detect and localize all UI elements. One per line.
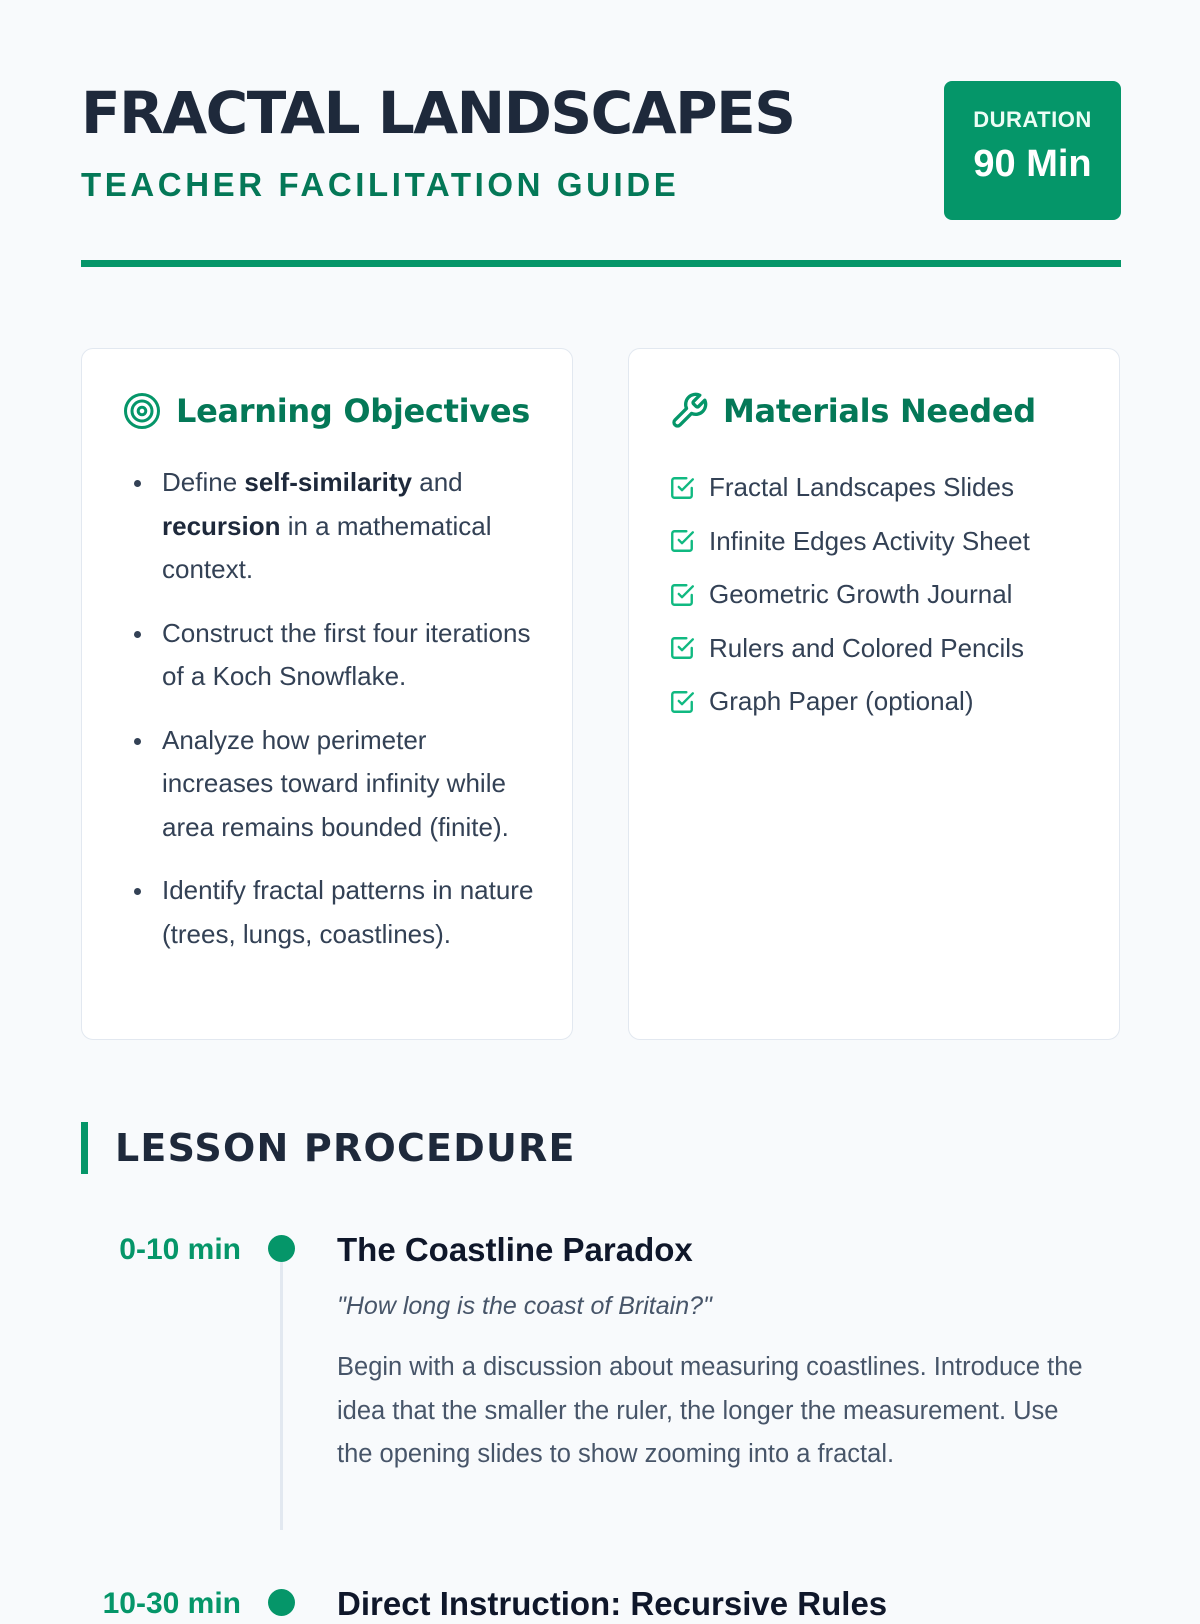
timeline-line: [280, 1247, 283, 1530]
objectives-list: [122, 461, 542, 976]
step-time: 0-10 min: [119, 1233, 241, 1266]
checkbox-icon: [669, 475, 695, 501]
material-label: Fractal Landscapes Slides: [709, 472, 1014, 503]
material-label: Geometric Growth Journal: [709, 579, 1013, 610]
step-quote: "How long is the coast of Britain?": [337, 1292, 712, 1320]
materials-list: [669, 461, 1089, 729]
list-item: [669, 461, 1089, 515]
wrench-icon: [669, 391, 709, 431]
material-label: Infinite Edges Activity Sheet: [709, 525, 1030, 556]
learning-objectives-title: Learning Objectives: [176, 392, 530, 430]
term-recursion: recursion: [162, 510, 281, 541]
checkbox-icon: [669, 582, 695, 608]
section-accent-bar: [81, 1122, 88, 1174]
term-self-similarity: self-similarity: [244, 467, 413, 497]
lesson-procedure-title: LESSON PROCEDURE: [115, 1126, 576, 1170]
page-title: FRACTAL LANDSCAPES: [81, 79, 795, 147]
learning-objectives-card: [81, 348, 573, 1040]
lesson-guide-page: [81, 0, 1121, 1622]
list-item: [669, 515, 1089, 569]
timeline-dot: [268, 1235, 295, 1262]
step-title: The Coastline Paradox: [337, 1231, 693, 1268]
header-divider: [81, 260, 1121, 267]
timeline-dot: [268, 1589, 295, 1616]
duration-label: DURATION: [973, 107, 1092, 132]
materials-heading: [669, 391, 1036, 431]
checkbox-icon: [669, 689, 695, 715]
page-subtitle: TEACHER FACILITATION GUIDE: [81, 166, 680, 203]
list-item: Construct the first four iterations of a Koch Snowflake.: [122, 612, 542, 699]
list-item: Define self-similarity and recursion in a mathematical context.: [122, 461, 542, 592]
list-item: [669, 568, 1089, 622]
material-label: Graph Paper (optional): [709, 686, 974, 717]
list-item: [669, 675, 1089, 729]
materials-title: Materials Needed: [723, 392, 1036, 430]
material-label: Rulers and Colored Pencils: [709, 632, 1025, 663]
target-icon: [122, 391, 162, 431]
materials-card: [628, 348, 1120, 1040]
learning-objectives-heading: [122, 391, 530, 431]
list-item: [669, 622, 1089, 676]
guide-header: [81, 0, 1121, 268]
step-description: Begin with a discussion about measuring coastlines. Introduce the idea that the smaller the ruler, the longer the measurement. Use the opening slides to show zooming into a fractal.: [337, 1353, 1083, 1468]
list-item: Identify fractal patterns in nature (trees, lungs, coastlines).: [122, 869, 542, 956]
checkbox-icon: [669, 528, 695, 554]
list-item: Analyze how perimeter increases toward infinity while area remains bounded (finite).: [122, 719, 542, 850]
step-time: 10-30 min: [102, 1587, 241, 1620]
lesson-procedure-heading: [81, 1122, 576, 1174]
duration-badge: [944, 81, 1121, 220]
checkbox-icon: [669, 635, 695, 661]
duration-value: 90 Min: [973, 143, 1092, 185]
step-title: Direct Instruction: Recursive Rules: [337, 1585, 888, 1622]
